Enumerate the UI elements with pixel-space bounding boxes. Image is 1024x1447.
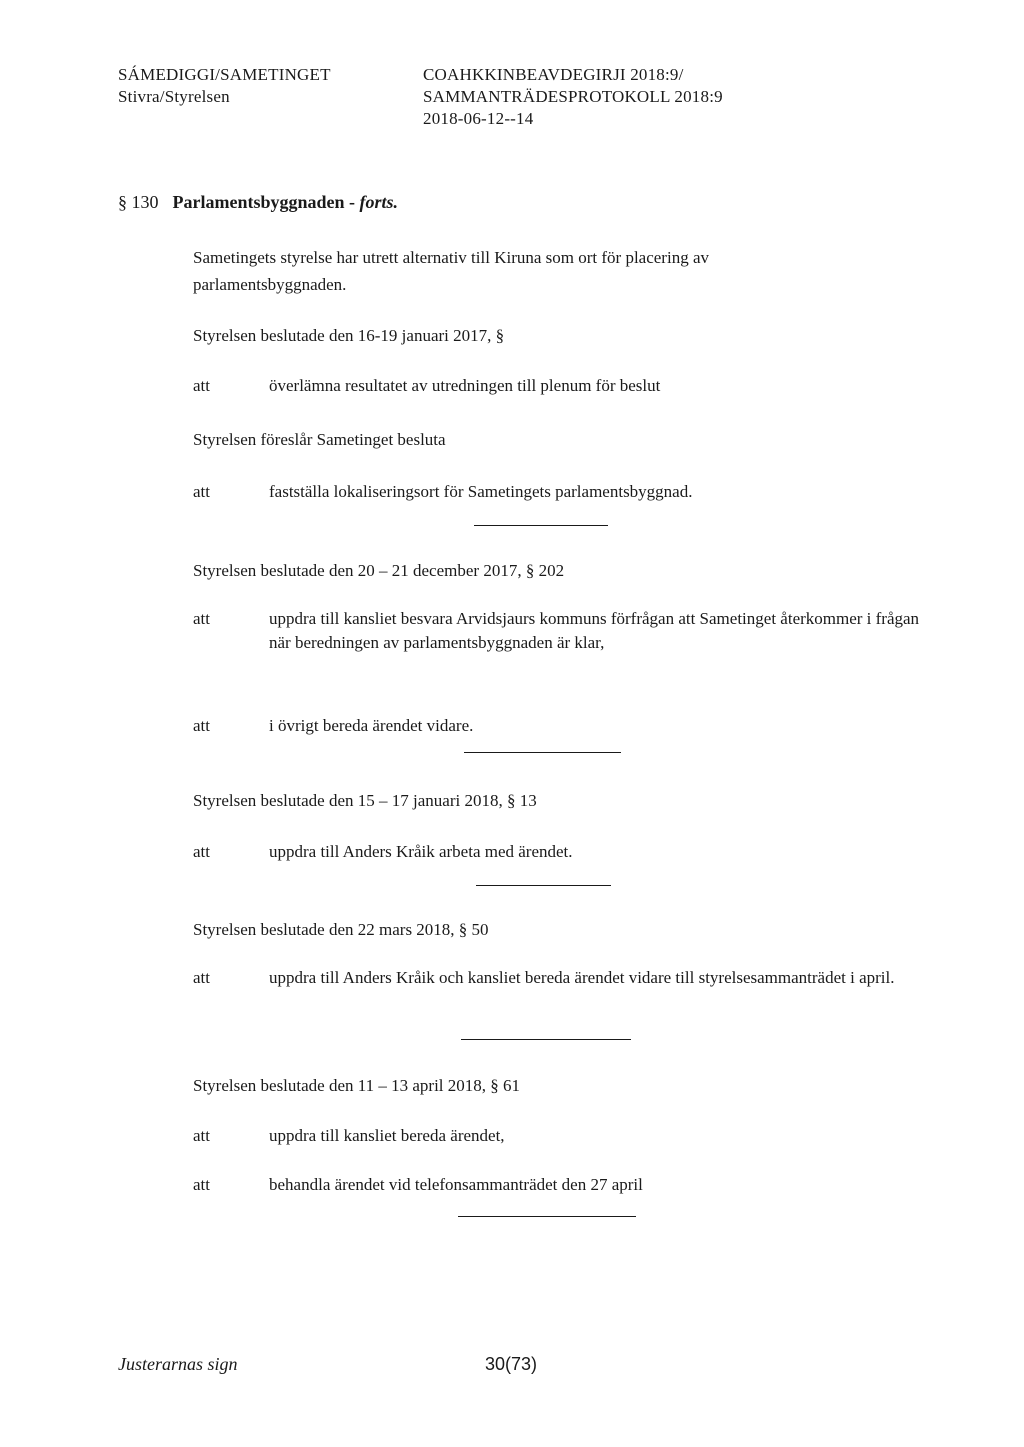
- decision-heading: Styrelsen beslutade den 11 – 13 april 2018, § 61: [193, 1076, 521, 1095]
- organization-header: [118, 64, 331, 108]
- decision-item-text: i övrigt bereda ärendet vidare.: [269, 716, 474, 735]
- decision-item-text: uppdra till kansliet besvara Arvidsjaurs kommuns förfrågan att Sametinget återkommer i frågan när beredningen av parlamentsbyggnaden är klar,: [269, 609, 920, 652]
- separator-line: [474, 525, 608, 526]
- organization-name: SÁMEDIGGI/SAMETINGET: [118, 65, 331, 84]
- document-title-sami: COAHKKINBEAVDEGIRJI 2018:9/: [423, 65, 684, 84]
- decision-heading: Styrelsen beslutade den 15 – 17 januari 2018, § 13: [193, 791, 537, 810]
- section-number: § 130: [118, 192, 159, 212]
- decision-item-label: att: [193, 1175, 210, 1194]
- decision-item-text: behandla ärendet vid telefonsammanträdet den 27 april: [269, 1175, 643, 1194]
- section-heading: [118, 192, 398, 213]
- intro-paragraph-line-1: Sametingets styrelse har utrett alternativ till Kiruna som ort för placering av: [193, 248, 709, 267]
- decision-item-label: att: [193, 842, 210, 861]
- separator-line: [458, 1216, 636, 1217]
- decision-item-label: att: [193, 609, 210, 628]
- decision-item-text: uppdra till Anders Kråik och kansliet bereda ärendet vidare till styrelsesammanträdet i april.: [269, 968, 895, 987]
- decision-heading: Styrelsen beslutade den 20 – 21 december 2017, § 202: [193, 561, 565, 580]
- decision-item-label: att: [193, 1126, 210, 1145]
- document-date: 2018-06-12--14: [423, 109, 534, 128]
- separator-line: [461, 1039, 631, 1040]
- decision-item-text: uppdra till kansliet bereda ärendet,: [269, 1126, 505, 1145]
- document-title-swedish: SAMMANTRÄDESPROTOKOLL 2018:9: [423, 87, 723, 106]
- decision-heading: Styrelsen beslutade den 22 mars 2018, § 50: [193, 920, 489, 939]
- decision-heading: Styrelsen beslutade den 16-19 januari 2017, §: [193, 326, 505, 345]
- signature-label: Justerarnas sign: [118, 1354, 238, 1374]
- decision-item-label: att: [193, 968, 210, 987]
- decision-item-text: överlämna resultatet av utredningen till plenum för beslut: [269, 376, 661, 395]
- organization-unit: Stivra/Styrelsen: [118, 87, 230, 106]
- separator-line: [464, 752, 621, 753]
- decision-item-text: uppdra till Anders Kråik arbeta med ärendet.: [269, 842, 573, 861]
- decision-item-label: att: [193, 482, 210, 501]
- intro-paragraph-line-2: parlamentsbyggnaden.: [193, 275, 347, 294]
- decision-item-label: att: [193, 716, 210, 735]
- section-title-suffix: forts.: [359, 192, 399, 212]
- decision-item-label: att: [193, 376, 210, 395]
- document-header: [423, 64, 723, 130]
- decision-item-text: fastställa lokaliseringsort för Sametingets parlamentsbyggnad.: [269, 482, 693, 501]
- separator-line: [476, 885, 611, 886]
- page-number: 30(73): [485, 1354, 538, 1374]
- decision-heading: Styrelsen föreslår Sametinget besluta: [193, 430, 446, 449]
- section-title: Parlamentsbyggnaden -: [172, 192, 356, 212]
